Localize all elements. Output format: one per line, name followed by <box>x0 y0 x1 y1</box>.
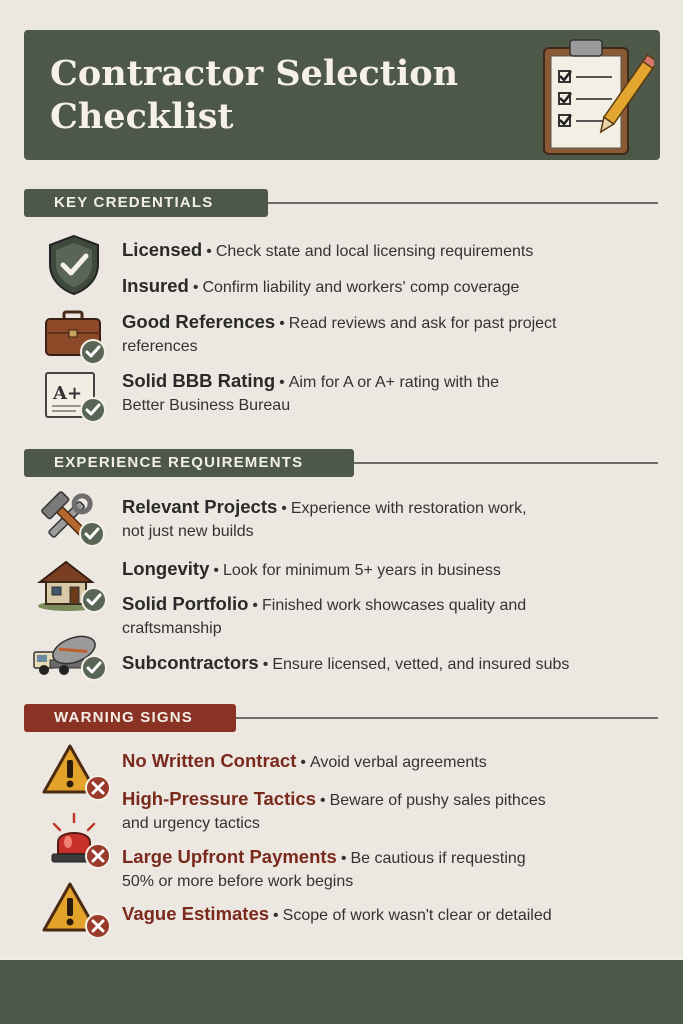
item-text-continued: 50% or more before work begins <box>122 873 354 890</box>
bullet: • <box>206 243 212 260</box>
alarm-siren-icon <box>46 812 114 876</box>
item-label: No Written Contract <box>122 750 297 771</box>
item-text: Look for minimum 5+ years in business <box>222 562 501 579</box>
item-label: Licensed <box>122 239 203 260</box>
list-item-solid-portfolio <box>122 592 657 640</box>
item-label: Vague Estimates <box>122 903 270 924</box>
cement-truck-icon <box>30 624 110 688</box>
briefcase-check-icon <box>42 308 108 370</box>
bullet: • <box>279 315 285 332</box>
header-banner <box>24 30 660 160</box>
item-text: Beware of pushy sales pithces <box>329 792 546 809</box>
section-divider <box>354 462 658 464</box>
item-label: Good References <box>122 311 276 332</box>
bullet: • <box>340 850 347 867</box>
item-text-continued: Better Business Bureau <box>122 397 291 414</box>
section-divider <box>268 202 658 204</box>
item-label: Relevant Projects <box>122 496 278 517</box>
bullet: • <box>279 374 285 391</box>
hammer-wrench-icon <box>38 488 108 552</box>
list-item-bbb-rating <box>122 369 657 417</box>
shield-check-icon <box>46 234 102 300</box>
title-line-2: Checklist <box>50 96 234 137</box>
list-item-longevity <box>122 557 657 582</box>
item-text: Finished work showcases quality and <box>262 597 527 614</box>
bullet: • <box>192 279 199 296</box>
item-text: Confirm liability and workers' comp coverage <box>202 279 520 296</box>
bullet: • <box>273 907 279 924</box>
house-check-icon <box>34 556 110 620</box>
item-text-continued: craftsmanship <box>122 620 222 637</box>
bullet: • <box>252 597 259 614</box>
list-item-large-upfront-payments <box>122 845 657 893</box>
item-text: Experience with restoration work, <box>290 500 527 517</box>
item-text: Scope of work wasn't clear or detailed <box>282 907 552 924</box>
page-title <box>50 52 490 138</box>
item-text-continued: references <box>122 338 198 355</box>
item-label: Solid BBB Rating <box>122 370 276 391</box>
bullet: • <box>213 562 219 579</box>
bullet: • <box>319 792 326 809</box>
footer-band <box>0 956 683 1024</box>
clipboard-pencil-icon <box>514 36 654 158</box>
bullet: • <box>262 656 269 673</box>
item-label: Large Upfront Payments <box>122 846 337 867</box>
a-plus-rating-icon <box>42 369 108 429</box>
item-text: Ensure licensed, vetted, and insured subs <box>272 656 570 673</box>
item-label: Insured <box>122 275 189 296</box>
warning-triangle-icon <box>40 742 112 806</box>
section-heading-warnings: WARNING SIGNS <box>24 704 236 732</box>
item-text-continued: not just new builds <box>122 523 254 540</box>
title-line-1: Contractor Selection <box>50 53 459 94</box>
section-heading-credentials: KEY CREDENTIALS <box>24 189 268 217</box>
svg-text:A+: A+ <box>53 383 83 404</box>
list-item-vague-estimates <box>122 902 657 927</box>
item-label: Subcontractors <box>122 652 259 673</box>
item-label: Longevity <box>122 558 210 579</box>
list-item-subcontractors <box>122 651 657 676</box>
bullet: • <box>300 754 306 771</box>
item-label: Solid Portfolio <box>122 593 249 614</box>
section-heading-experience: EXPERIENCE REQUIREMENTS <box>24 449 354 477</box>
list-item-insured <box>122 274 657 299</box>
list-item-no-written-contract <box>122 749 657 774</box>
list-item-licensed <box>122 238 657 263</box>
bullet: • <box>281 500 287 517</box>
warning-triangle-icon <box>40 880 112 944</box>
item-text-continued: and urgency tactics <box>122 815 260 832</box>
list-item-high-pressure-tactics <box>122 787 657 835</box>
list-item-relevant-projects <box>122 495 657 543</box>
item-text: Avoid verbal agreements <box>310 754 487 771</box>
list-item-good-references <box>122 310 657 358</box>
section-divider <box>236 717 658 719</box>
item-text: Aim for A or A+ rating with the <box>288 374 500 391</box>
item-text: Be cautious if requesting <box>350 850 526 867</box>
item-label: High-Pressure Tactics <box>122 788 316 809</box>
item-text: Read reviews and ask for past project <box>288 315 557 332</box>
item-text: Check state and local licensing requirements <box>215 243 534 260</box>
